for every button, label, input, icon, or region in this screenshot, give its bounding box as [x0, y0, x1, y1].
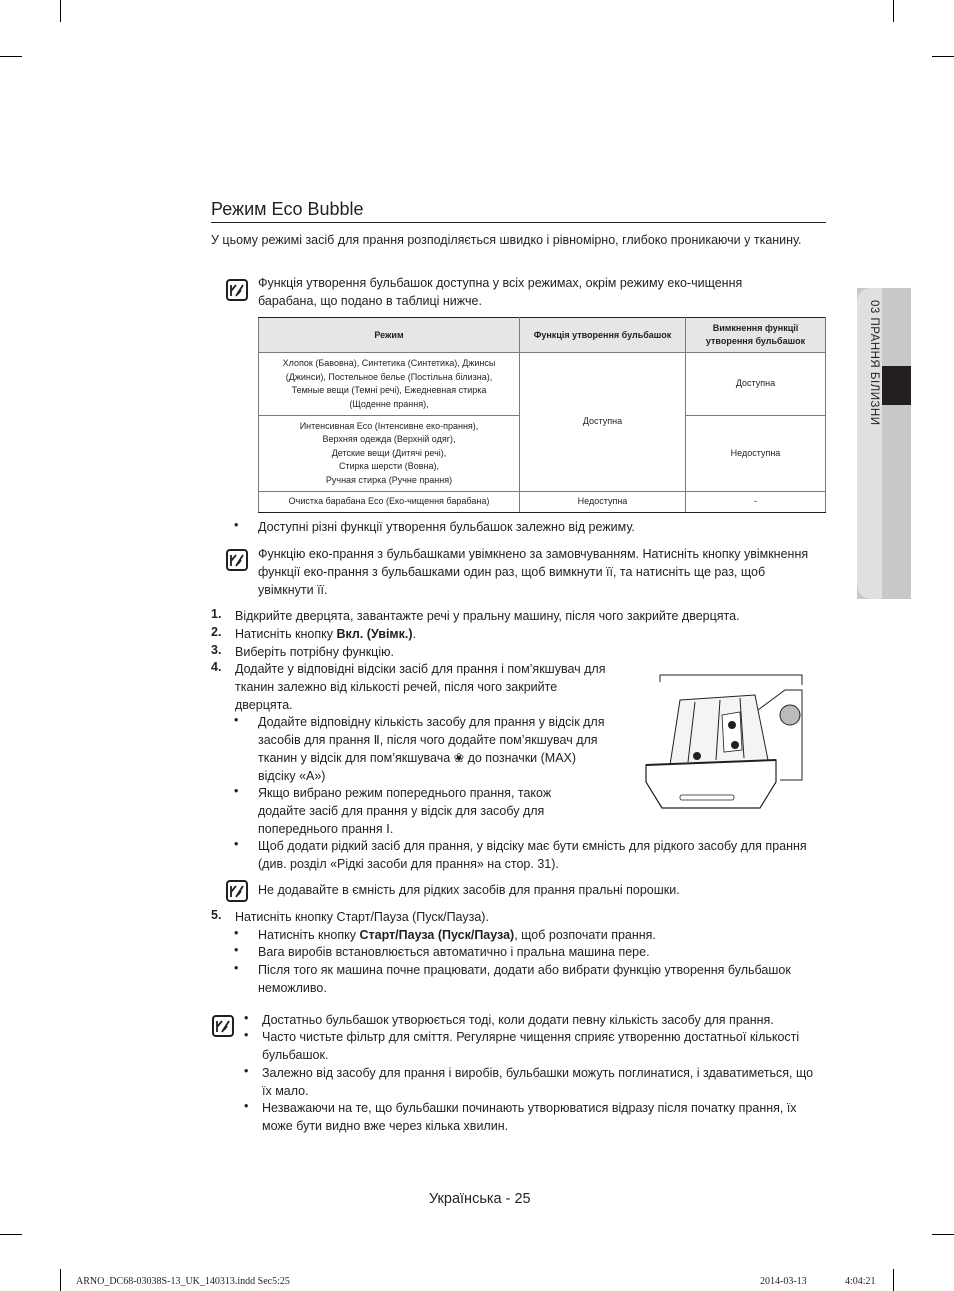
title-rule [211, 222, 826, 223]
print-file: ARNO_DC68-03038S-13_UK_140313.indd Sec5:25 [76, 1276, 290, 1287]
page-footer: Українська - 25 [429, 1191, 531, 1207]
step-4: Додайте у відповідні відсіки засіб для прання і пом’якшувач для тканин залежно від кількості речей, після чого закрийте дверцята. [235, 662, 606, 712]
crop-mark [932, 56, 954, 57]
row2-mode: Интенсивная Eco (Інтенсивне еко-прання), Верхняя одежда (Верхній одяг), Детские вещи (Дитячі речі), Стирка шерсти (Вовна), Ручная стирка (Ручне прання) [259, 416, 520, 492]
crop-mark [60, 1269, 61, 1291]
crop-mark [0, 56, 22, 57]
print-time: 4:04:21 [845, 1276, 876, 1287]
final-note-1: Достатньо бульбашок утворюється тоді, коли додати певну кількість засобу для прання. [262, 1013, 774, 1027]
bullet-functions-vary: Доступні різні функції утворення бульбашок залежно від режиму. [258, 520, 635, 534]
final-note-3: Залежно від засобу для прання і виробів, бульбашки можуть поглинатися, і здаватиметься, що їх мало. [262, 1066, 814, 1098]
bullet: • [234, 518, 239, 532]
crop-mark [893, 1269, 894, 1291]
row3-bubble: Недоступна [520, 492, 686, 513]
print-date: 2014-03-13 [760, 1276, 807, 1287]
step-1: Відкрийте дверцята, завантажте речі у пральну машину, після чого закрийте дверцята. [235, 609, 740, 623]
bullet: • [244, 1028, 249, 1042]
dispenser-illustration [640, 670, 810, 812]
step-5-bullet-1: Натисніть кнопку Старт/Пауза (Пуск/Пауза), щоб розпочати прання. [258, 928, 656, 942]
note-icon [226, 279, 248, 301]
step-5-bullet-3: Після того як машина почне працювати, додати або вибрати функцію утворення бульбашок неможливо. [258, 963, 791, 995]
step-number: 3. [211, 643, 222, 657]
crop-mark [893, 0, 894, 22]
bullet: • [244, 1011, 249, 1025]
bullet: • [234, 837, 239, 851]
power-button-label: Вкл. (Увімк.) [336, 627, 413, 641]
row3-mode: Очистка барабана Eco (Еко-чищення барабана) [259, 492, 520, 513]
step-3: Виберіть потрібну функцію. [235, 645, 394, 659]
note-bubble-availability: Функція утворення бульбашок доступна у всіх режимах, окрім режиму еко-чищення барабана, що подано в таблиці нижче. [258, 276, 743, 308]
start-pause-button-label: Старт/Пауза (Пуск/Пауза) [359, 928, 515, 942]
step-4-bullet-1: Додайте відповідну кількість засобу для прання у відсік для засобів для прання Ⅱ, після чого додайте пом’якшувач для тканин у відсік для пом’якшувача ❀ до позначки (MAX) відсіку «A») [258, 715, 605, 783]
bubble-available-cell: Доступна [520, 353, 686, 492]
crop-mark [932, 1234, 954, 1235]
step-4-bullet-2: Якщо вибрано режим попереднього прання, також додайте засіб для прання у відсік для засобу для попереднього прання Ⅰ. [258, 786, 552, 836]
bullet: • [234, 943, 239, 957]
step-5-bullet-2: Вага виробів встановлюється автоматично і пральна машина пере. [258, 945, 650, 959]
chapter-tab-marker [882, 366, 911, 405]
note-eco-default: Функцію еко-прання з бульбашками увімкнено за замовчуванням. Натисніть кнопку увімкнення функції еко-прання з бульбашками один раз, щоб вимкнути її, та натисніть ще раз, щоб увімкнути її. [258, 547, 809, 597]
final-note-2: Часто чистьте фільтр для сміття. Регулярне чищення сприяє утворенню достатньої кількості бульбашок. [262, 1030, 800, 1062]
bullet: • [234, 961, 239, 975]
row1-off: Доступна [686, 353, 826, 416]
step-number: 2. [211, 625, 222, 639]
note-icon [212, 1015, 234, 1037]
chapter-label: 03 ПРАННЯ БІЛИЗНИ [868, 300, 880, 426]
bullet: • [244, 1064, 249, 1078]
note-icon [226, 549, 248, 571]
note-no-powder: Не додавайте в ємність для рідких засобів для прання пральні порошки. [258, 883, 680, 897]
bullet: • [234, 713, 239, 727]
row3-off: - [686, 492, 826, 513]
bullet: • [244, 1099, 249, 1113]
step-number: 1. [211, 607, 222, 621]
crop-mark [60, 0, 61, 22]
header-bubble: Функція утворення бульбашок [520, 318, 686, 353]
modes-table [258, 317, 826, 513]
step-number: 5. [211, 908, 222, 922]
header-mode: Режим [259, 318, 520, 353]
crop-mark [0, 1234, 22, 1235]
row1-mode: Хлопок (Бавовна), Синтетика (Синтетика), Джинсы (Джинси), Постельное белье (Постільна білизна), Темные вещи (Темні речі), Ежедневная стирка (Щоденне прання), [259, 353, 520, 416]
note-icon [226, 880, 248, 902]
step-5: Натисніть кнопку Старт/Пауза (Пуск/Пауза). [235, 910, 489, 924]
bullet: • [234, 926, 239, 940]
final-note-4: Незважаючи на те, що бульбашки починають утворюватися відразу після початку прання, їх може бути видно вже через кілька хвилин. [262, 1101, 797, 1133]
step-4-bullet-3: Щоб додати рідкий засіб для прання, у відсіку має бути ємність для рідкого засобу для прання (див. розділ «Рідкі засоби для прання» на стор. 31). [258, 839, 807, 871]
row2-off: Недоступна [686, 416, 826, 492]
intro-text: У цьому режимі засіб для прання розподіляється швидко і рівномірно, глибоко проникаючи у тканину. [211, 233, 802, 247]
section-title: Режим Eco Bubble [211, 199, 364, 219]
step-number: 4. [211, 660, 222, 674]
header-bubble-off: Вимкнення функції утворення бульбашок [686, 318, 826, 353]
step-2: Натисніть кнопку Вкл. (Увімк.). [235, 627, 417, 641]
bullet: • [234, 784, 239, 798]
